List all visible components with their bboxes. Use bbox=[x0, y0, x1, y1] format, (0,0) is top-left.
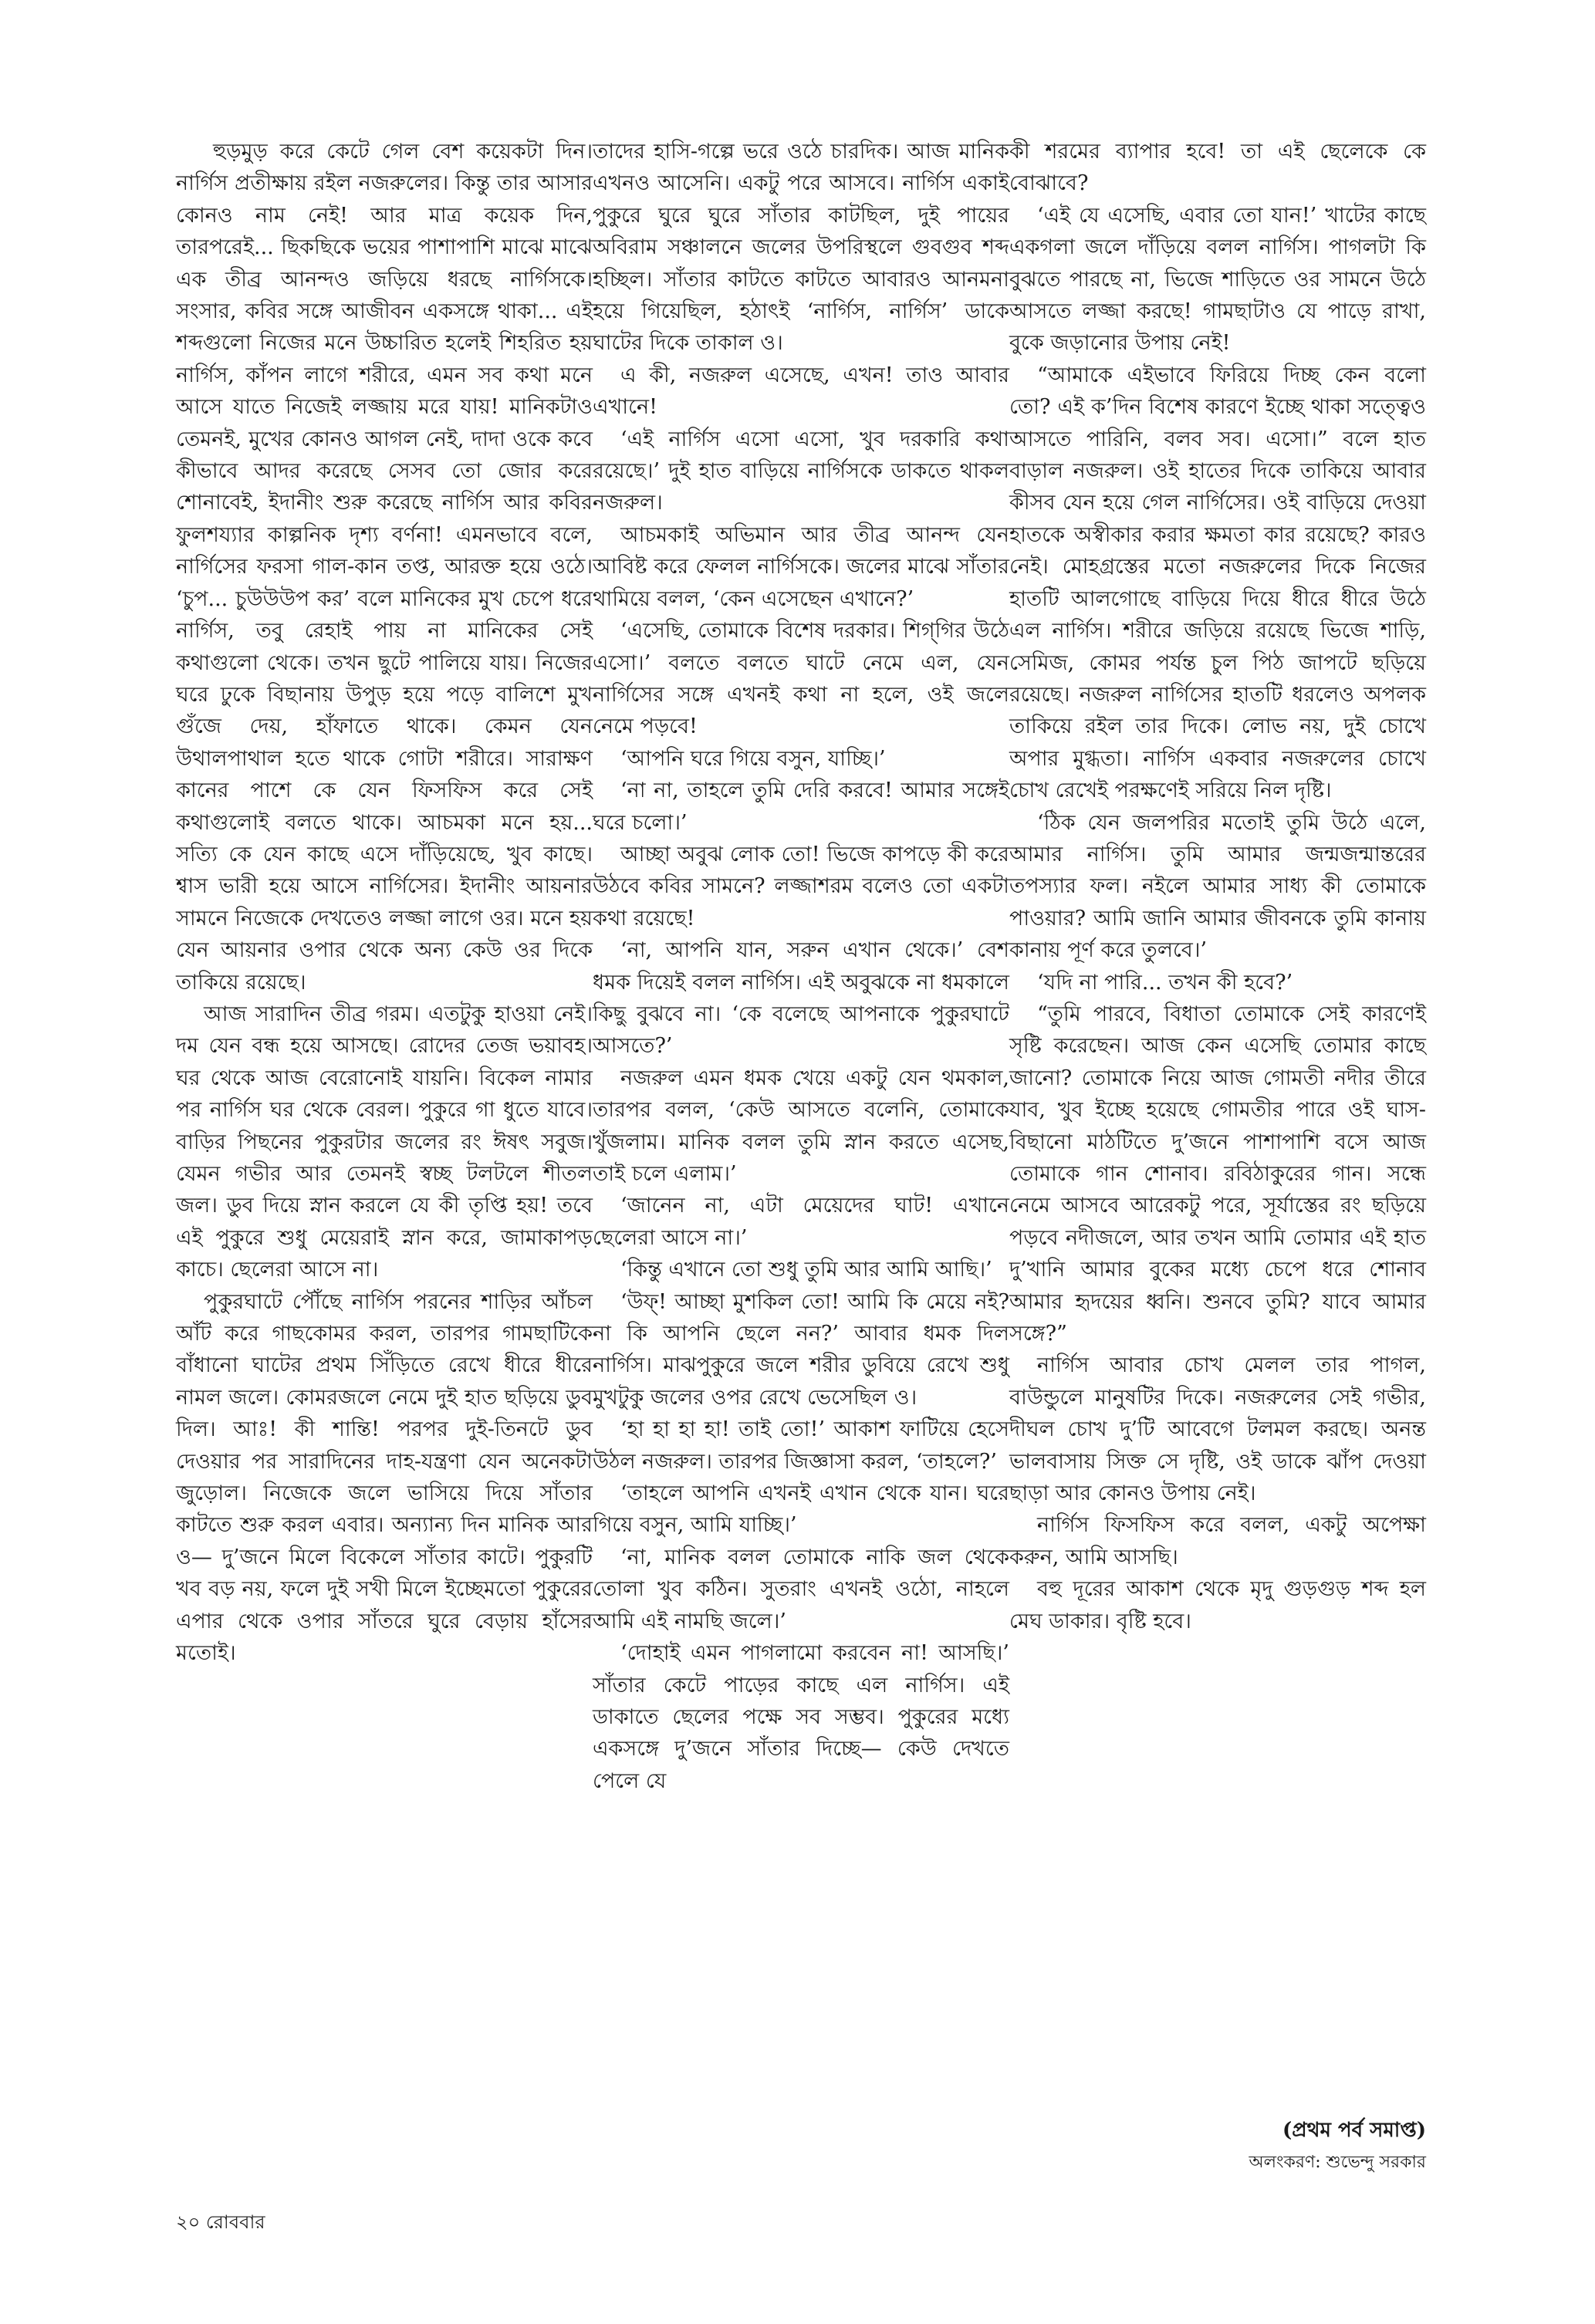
paragraph: ‘জানেন না, এটা মেয়েদের ঘাট! এখানে ছেলেরা আসে না।’ bbox=[593, 1194, 1009, 1250]
paragraph: বহু দূরের আকাশ থেকে মৃদু গুড়গুড় শব্দ হল মেঘ ডাকার। বৃষ্টি হবে। bbox=[1009, 1577, 1426, 1633]
paragraph: ‘হা হা হা হা! তাই তো!’ আকাশ ফাটিয়ে হেসে উঠল নজরুল। তারপর জিজ্ঞাসা করল, ‘তাহলে?’ bbox=[593, 1417, 1009, 1474]
paragraph: নার্গিস আবার চোখ মেলল তার পাগল, বাউন্ডুলে মানুষটির দিকে। নজরুলের সেই গভীর, দীঘল চোখ দু’টি আবেগে টলমল করছে। অনন্ত ভালবাসায় সিক্ত সে দৃষ্টি, ওই ডাকে ঝাঁপ দেওয়া ছাড়া আর কোনও উপায় নেই। bbox=[1009, 1353, 1426, 1506]
paragraph: আচ্ছা অবুঝ লোক তো! ভিজে কাপড়ে কী করে উঠবে কবির সামনে? লজ্জাশরম বলেও তো একটা কথা রয়েছে! bbox=[593, 842, 1009, 931]
paragraph: ‘ঠিক যেন জলপরির মতোই তুমি উঠে এলে, আমার নার্গিস। তুমি আমার জন্মজন্মান্তরের তপস্যার ফল। নইলে আমার সাধ্য কী তোমাকে পাওয়ার? আমি জানি আমার জীবনকে তুমি কানায় কানায় পূর্ণ করে তুলবে।’ bbox=[1009, 810, 1426, 963]
paragraph: তাদের হাসি-গল্পে ভরে ওঠে চারদিক। আজ মানিক এখনও আসেনি। একটু পরে আসবে। নার্গিস একাই পুকুরে ঘুরে ঘুরে সাঁতার কাটছিল, দুই পায়ের অবিরাম সঞ্চালনে জলের উপরিস্থলে গুবগুব শব্দ হচ্ছিল। সাঁতার কাটতে কাটতে আবারও আনমনা হয়ে গিয়েছিল, হঠাৎই ‘নার্গিস, নার্গিস’ ডাকে ঘাটের দিকে তাকাল ও। bbox=[593, 140, 1009, 356]
paragraph: ‘আপনি ঘরে গিয়ে বসুন, যাচ্ছি।’ bbox=[620, 746, 886, 771]
paragraph: ‘না, আপনি যান, সরুন এখান থেকে।’ বেশ ধমক দিয়েই বলল নার্গিস। এই অবুঝকে না ধমকালে কিছু বুঝবে না। ‘কে বলেছে আপনাকে পুকুরঘাটে আসতে?’ bbox=[593, 938, 1009, 1059]
article-column-2 bbox=[593, 136, 1009, 1797]
paragraph: ‘দোহাই এমন পাগলামো করবেন না! আসছি।’ সাঁতার কেটে পাড়ের কাছে এল নার্গিস। এই ডাকাতে ছেলের পক্ষে সব সম্ভব। পুকুরের মধ্যে একসঙ্গে দু’জনে সাঁতার দিচ্ছে— কেউ দেখতে পেলে যে bbox=[593, 1641, 1009, 1793]
paragraph: নজরুল এমন ধমক খেয়ে একটু যেন থমকাল, তারপর বলল, ‘কেউ আসতে বলেনি, তোমাকে খুঁজলাম। মানিক বলল তুমি স্নান করতে এসেছ, তাই চলে এলাম।’ bbox=[593, 1066, 1009, 1186]
paragraph: ‘যদি না পারি... তখন কী হবে?’ bbox=[1037, 970, 1293, 995]
paragraph: কী শরমের ব্যাপার হবে! তা এই ছেলেকে কে বোঝাবে? bbox=[1009, 140, 1426, 196]
paragraph: ‘না, মানিক বলল তোমাকে নাকি জল থেকে তোলা খুব কঠিন। সুতরাং এখনই ওঠো, নাহলে আমি এই নামছি জলে।’ bbox=[593, 1545, 1009, 1633]
paragraph: ‘এই যে এসেছি, এবার তো যান!’ খাটের কাছে একগলা জলে দাঁড়িয়ে বলল নার্গিস। পাগলটা কি বুঝতে পারছে না, ভিজে শাড়িতে ওর সামনে উঠে আসতে লজ্জা করছে! গামছাটাও যে পাড়ে রাখা, বুকে জড়ানোর উপায় নেই! bbox=[1009, 203, 1426, 356]
article-column-3 bbox=[1009, 136, 1426, 1637]
paragraph: আজ সারাদিন তীব্র গরম। এতটুকু হাওয়া নেই। দম যেন বন্ধ হয়ে আসছে। রোদের তেজ ভয়াবহ। ঘর থেকে আজ বেরোনোই যায়নি। বিকেল নামার পর নার্গিস ঘর থেকে বেরল। পুকুরে গা ধুতে যাবে। বাড়ির পিছনের পুকুরটার জলের রং ঈষৎ সবুজ। যেমন গভীর আর তেমনই স্বচ্ছ টলটলে শীতল জল। ডুব দিয়ে স্নান করলে যে কী তৃপ্তি হয়! তবে এই পুকুরে শুধু মেয়েরাই স্নান করে, জামাকাপড় কাচে। ছেলেরা আসে না। bbox=[176, 1002, 593, 1282]
paragraph: ‘উফ্! আচ্ছা মুশকিল তো! আমি কি মেয়ে নই? না কি আপনি ছেলে নন?’ আবার ধমক দিল নার্গিস। মাঝপুকুরে জলে শরীর ডুবিয়ে রেখে শুধু মুখটুকু জলের ওপর রেখে ভেসেছিল ও। bbox=[593, 1289, 1009, 1410]
paragraph: পুকুরঘাটে পৌঁছে নার্গিস পরনের শাড়ির আঁচল আঁট করে গাছকোমর করল, তারপর গামছাটিকে বাঁধানো ঘাটের প্রথম সিঁড়িতে রেখে ধীরে ধীরে নামল জলে। কোমরজলে নেমে দুই হাত ছড়িয়ে ডুব দিল। আঃ! কী শান্তি! পরপর দুই-তিনটে ডুব দেওয়ার পর সারাদিনের দাহ-যন্ত্রণা যেন অনেকটা জুড়োল। নিজেকে জলে ভাসিয়ে দিয়ে সাঁতার কাটতে শুরু করল এবার। অন্যান্য দিন মানিক আর ও— দু’জনে মিলে বিকেলে সাঁতার কাটে। পুকুরটি খব বড় নয়, ফলে দুই সখী মিলে ইচ্ছেমতো পুকুরের এপার থেকে ওপার সাঁতরে ঘুরে বেড়ায় হাঁসের মতোই। bbox=[176, 1289, 593, 1666]
paragraph: “তুমি পারবে, বিধাতা তোমাকে সেই কারণেই সৃষ্টি করেছেন। আজ কেন এসেছি তোমার কাছে জানো? তোমাকে নিয়ে আজ গোমতী নদীর তীরে যাব, খুব ইচ্ছে হয়েছে গোমতীর পারে ওই ঘাস-বিছানো মাঠটিতে দু’জনে পাশাপাশি বসে আজ তোমাকে গান শোনাব। রবিঠাকুরের গান। সন্ধে নেমে আসবে আরেকটু পরে, সূর্যাস্তের রং ছড়িয়ে পড়বে নদীজলে, আর তখন আমি তোমার এই হাত দু’খানি আমার বুকের মধ্যে চেপে ধরে শোনাব আমার হৃদয়ের ধ্বনি। শুনবে তুমি? যাবে আমার সঙ্গে?” bbox=[1009, 1002, 1426, 1346]
paragraph: ‘এই নার্গিস এসো এসো, খুব দরকারি কথা রয়েছে।’ দুই হাত বাড়িয়ে নার্গিসকে ডাকতে থাকল নজরুল। bbox=[593, 427, 1009, 515]
paragraph: ‘না না, তাহলে তুমি দেরি করবে! আমার সঙ্গেই ঘরে চলো।’ bbox=[593, 779, 1009, 835]
paragraph: ‘তাহলে আপনি এখনই এখান থেকে যান। ঘরে গিয়ে বসুন, আমি যাচ্ছি।’ bbox=[593, 1481, 1009, 1538]
paragraph: এ কী, নজরুল এসেছে, এখন! তাও আবার এখানে! bbox=[593, 363, 1009, 420]
illustration-credit: অলংকরণ: শুভেন্দু সরকার bbox=[1249, 2153, 1426, 2172]
paragraph: “আমাকে এইভাবে ফিরিয়ে দিচ্ছ কেন বলো তো? এই ক’দিন বিশেষ কারণে ইচ্ছে থাকা সত্ত্বেও আসতে পারিনি, বলব সব। এসো।” বলে হাত বাড়াল নজরুল। ওই হাতের দিকে তাকিয়ে আবার কীসব যেন হয়ে গেল নার্গিসের। ওই বাড়িয়ে দেওয়া হাতকে অস্বীকার করার ক্ষমতা কার রয়েছে? কারও নেই। মোহগ্রস্তের মতো নজরুলের দিকে নিজের হাতটি আলগোছে বাড়িয়ে দিয়ে ধীরে ধীরে উঠে এল নার্গিস। শরীরে জড়িয়ে রয়েছে ভিজে শাড়ি, সেমিজ, কোমর পর্যন্ত চুল পিঠ জাপটে ছড়িয়ে রয়েছে। নজরুল নার্গিসের হাতটি ধরলেও অপলক তাকিয়ে রইল তার দিকে। লোভ নয়, দুই চোখে অপার মুগ্ধতা। নার্গিস একবার নজরুলের চোখে চোখ রেখেই পরক্ষণেই সরিয়ে নিল দৃষ্টি। bbox=[1009, 363, 1426, 803]
paragraph: হুড়মুড় করে কেটে গেল বেশ কয়েকটা দিন। নার্গিস প্রতীক্ষায় রইল নজরুলের। কিন্তু তার আসার কোনও নাম নেই! আর মাত্র কয়েক দিন, তারপরেই... ছিকছিকে ভয়ের পাশাপাশি মাঝে মাঝে এক তীব্র আনন্দও জড়িয়ে ধরছে নার্গিসকে। সংসার, কবির সঙ্গে আজীবন একসঙ্গে থাকা... এই শব্দগুলো নিজের মনে উচ্চারিত হলেই শিহরিত হয় নার্গিস, কাঁপন লাগে শরীরে, এমন সব কথা মনে আসে যাতে নিজেই লজ্জায় মরে যায়! মানিকটাও তেমনই, মুখের কোনও আগল নেই, দাদা ওকে কবে কীভাবে আদর করেছে সেসব তো জোর করে শোনাবেই, ইদানীং শুরু করেছে নার্গিস আর কবির ফুলশয্যার কাল্পনিক দৃশ্য বর্ণনা! এমনভাবে বলে, নার্গিসের ফরসা গাল-কান তপ্ত, আরক্ত হয়ে ওঠে। ‘চুপ... চুউউউপ কর’ বলে মানিকের মুখ চেপে ধরে নার্গিস, তবু রেহাই পায় না মানিকের সেই কথাগুলো থেকে। তখন ছুটে পালিয়ে যায়। নিজের ঘরে ঢুকে বিছানায় উপুড় হয়ে পড়ে বালিশে মুখ গুঁজে দেয়, হাঁফাতে থাকে। কেমন যেন উথালপাথাল হতে থাকে গোটা শরীরে। সারাক্ষণ কানের পাশে কে যেন ফিসফিস করে সেই কথাগুলোই বলতে থাকে। আচমকা মনে হয়... সত্যি কে যেন কাছে এসে দাঁড়িয়েছে, খুব কাছে। শ্বাস ভারী হয়ে আসে নার্গিসের। ইদানীং আয়নার সামনে নিজেকে দেখতেও লজ্জা লাগে ওর। মনে হয় যেন আয়নার ওপার থেকে অন্য কেউ ওর দিকে তাকিয়ে রয়েছে। bbox=[176, 140, 593, 995]
page-folio: ২০ রোববার bbox=[176, 2211, 265, 2233]
paragraph: ‘এসেছি, তোমাকে বিশেষ দরকার। শিগ্‌গির উঠে এসো।’ বলতে বলতে ঘাটে নেমে এল, যেন নার্গিসের সঙ্গে এখনই কথা না হলে, ওই জলে নেমে পড়বে! bbox=[593, 619, 1009, 739]
paragraph: ‘কিন্তু এখানে তো শুধু তুমি আর আমি আছি।’ bbox=[620, 1258, 992, 1282]
end-of-part-note: (প্রথম পর্ব সমাপ্ত) bbox=[1282, 2119, 1426, 2142]
paragraph: নার্গিস ফিসফিস করে বলল, একটু অপেক্ষা করুন, আমি আসছি। bbox=[1009, 1513, 1426, 1569]
paragraph: আচমকাই অভিমান আর তীব্র আনন্দ যেন আবিষ্ট করে ফেলল নার্গিসকে। জলের মাঝে সাঁতার থামিয়ে বলল, ‘কেন এসেছেন এখানে?’ bbox=[593, 522, 1009, 611]
article-column-1 bbox=[176, 136, 593, 1670]
